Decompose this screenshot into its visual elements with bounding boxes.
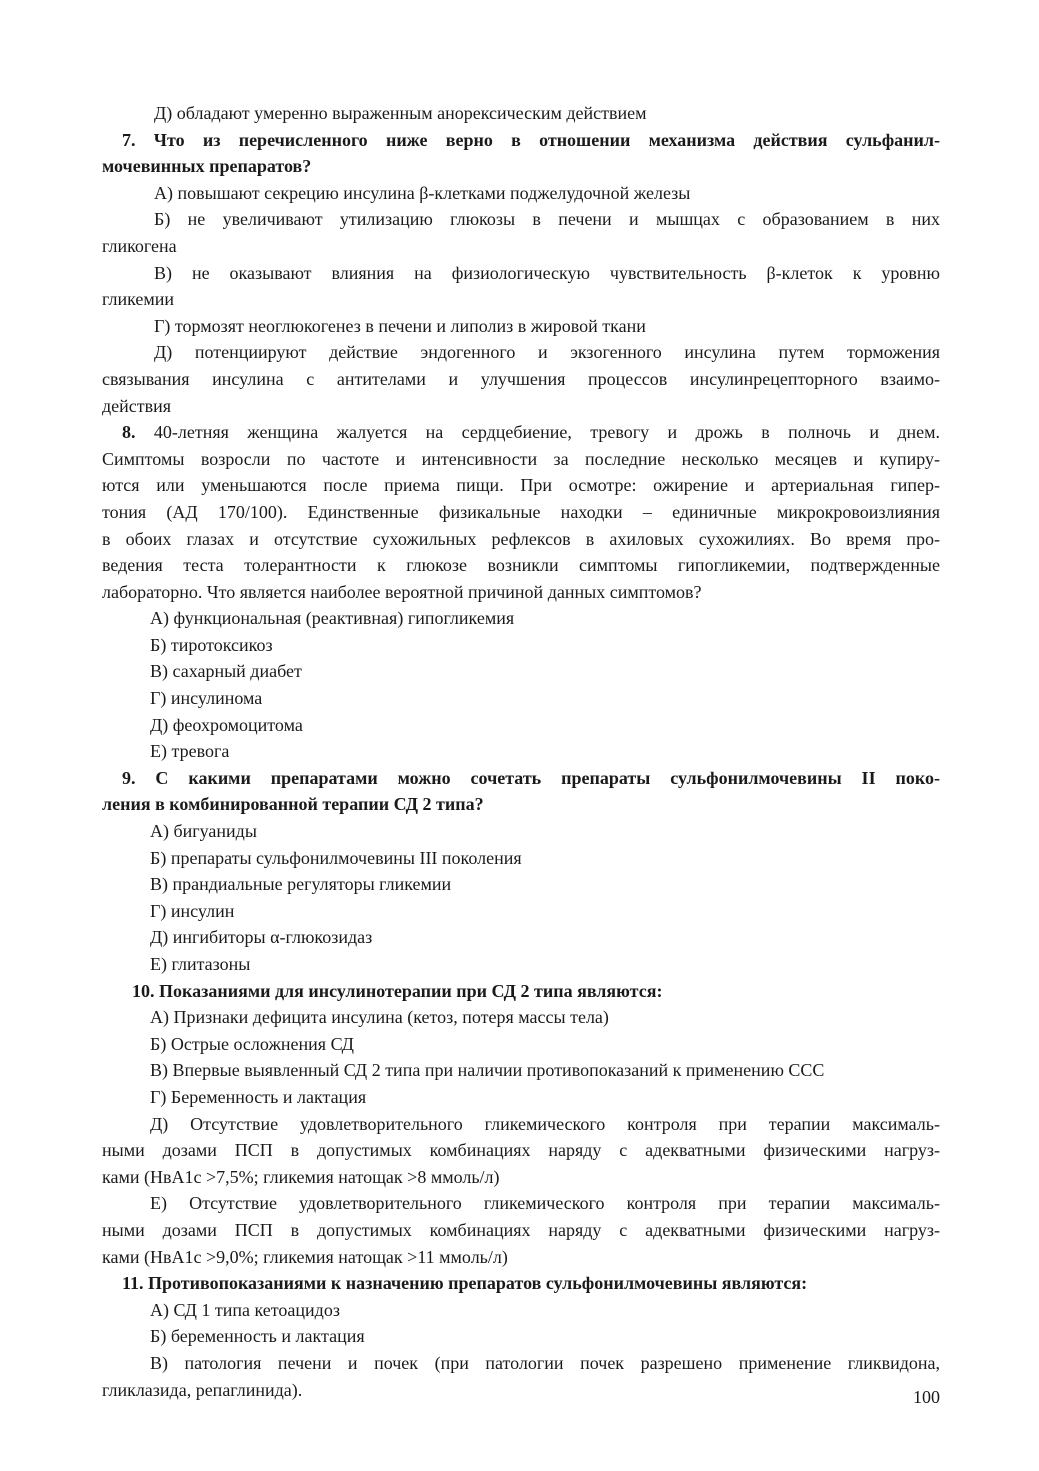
text-line: Д) обладают умеренно выраженным анорексическим действием (154, 103, 647, 123)
text-line: лабораторно. Что является наиболее вероятной причиной данных симптомов? (102, 581, 702, 602)
text-line: ведения теста толерантности к глюкозе возникли симптомы гипогликемии, подтвержденные (102, 555, 940, 576)
text-line: А) СД 1 типа кетоацидоз (150, 1299, 340, 1320)
text-line: Симптомы возросли по частоте и интенсивности за последние несколько месяцев и купиру- (102, 448, 940, 469)
text-line: Г) инсулин (150, 900, 235, 921)
text-line: гликемии (102, 289, 175, 310)
text-line: 11. Противопоказаниями к назначению препаратов сульфонилмочевины являются: (122, 1273, 808, 1294)
text-line: гликогена (102, 235, 177, 256)
text-line: А) Признаки дефицита инсулина (кетоз, потеря массы тела) (150, 1007, 609, 1028)
text-line: связывания инсулина с антителами и улучшения процессов инсулинрецепторного взаимо- (102, 368, 940, 389)
text-line: ками (HвA1c >7,5%; гликемия натощак >8 ммоль/л) (102, 1166, 500, 1187)
text-line: действия (102, 395, 172, 416)
text-line: мочевинных препаратов? (102, 156, 312, 177)
text-line: Б) не увеличивают утилизацию глюкозы в печени и мышцах с образованием в них (154, 209, 940, 230)
text-line: В) не оказывают влияния на физиологическую чувствительность β-клеток к уровню (154, 262, 940, 283)
text-line: Д) ингибиторы α-глюкозидаз (150, 927, 373, 948)
text-line: тония (АД 170/100). Единственные физикальные находки – единичные микрокровоизлияния (102, 501, 940, 522)
text-line: Г) инсулинома (150, 688, 263, 709)
text-line: 8. 40-летняя женщина жалуется на сердцебиение, тревогу и дрожь в полночь и днем. (122, 422, 940, 443)
text-line: Д) Отсутствие удовлетворительного гликемического контроля при терапии максималь- (150, 1113, 940, 1134)
text-line: А) повышают секрецию инсулина β-клетками поджелудочной железы (154, 182, 691, 203)
text-line: 9. С какими препаратами можно сочетать препараты сульфонилмочевины II поко- (122, 767, 940, 788)
text-line: Г) тормозят неоглюкогенез в печени и липолиз в жировой ткани (154, 315, 646, 336)
text-line: ются или уменьшаются после приема пищи. При осмотре: ожирение и артериальная гипер- (102, 475, 940, 496)
text-line: А) бигуаниды (150, 821, 257, 842)
text-line: ления в комбинированной терапии СД 2 типа? (102, 794, 484, 815)
text-line: Е) Отсутствие удовлетворительного гликемического контроля при терапии максималь- (150, 1193, 940, 1214)
text-line: ными дозами ПСП в допустимых комбинациях наряду с адекватными физическими нагруз- (102, 1219, 940, 1240)
text-line: А) функциональная (реактивная) гипогликемия (150, 608, 515, 629)
text-line: Б) Острые осложнения СД (150, 1033, 354, 1054)
text-line: Г) Беременность и лактация (150, 1086, 367, 1107)
page-number: 100 (913, 1387, 940, 1407)
text-line: Б) тиротоксикоз (150, 634, 273, 655)
text-line: Е) тревога (150, 741, 230, 762)
text-line: В) сахарный диабет (150, 661, 302, 682)
page-body (102, 100, 940, 1403)
text-line: Б) беременность и лактация (150, 1326, 365, 1347)
text-line: В) Впервые выявленный СД 2 типа при наличии противопоказаний к применению ССС (150, 1060, 825, 1081)
text-line: гликлазида, репаглинида). (102, 1379, 303, 1400)
text-line: Д) феохромоцитома (150, 714, 303, 735)
text-line: Б) препараты сульфонилмочевины III поколения (150, 847, 522, 868)
text-line: Е) глитазоны (150, 954, 251, 974)
text-line: 7. Что из перечисленного ниже верно в отношении механизма действия сульфанил- (122, 129, 940, 150)
text-line: ками (HвA1c >9,0%; гликемия натощак >11 ммоль/л) (102, 1246, 508, 1267)
text-line: В) патология печени и почек (при патологии почек разрешено применение гликвидона, (150, 1352, 940, 1373)
text-line: Д) потенциируют действие эндогенного и экзогенного инсулина путем торможения (154, 342, 940, 363)
text-line: в обоих глазах и отсутствие сухожильных рефлексов в ахиловых сухожилиях. Во время про- (102, 528, 940, 549)
text-line: 10. Показаниями для инсулинотерапии при СД 2 типа являются: (132, 980, 663, 1001)
text-line: В) прандиальные регуляторы гликемии (150, 874, 452, 895)
text-line: ными дозами ПСП в допустимых комбинациях наряду с адекватными физическими нагруз- (102, 1140, 940, 1161)
